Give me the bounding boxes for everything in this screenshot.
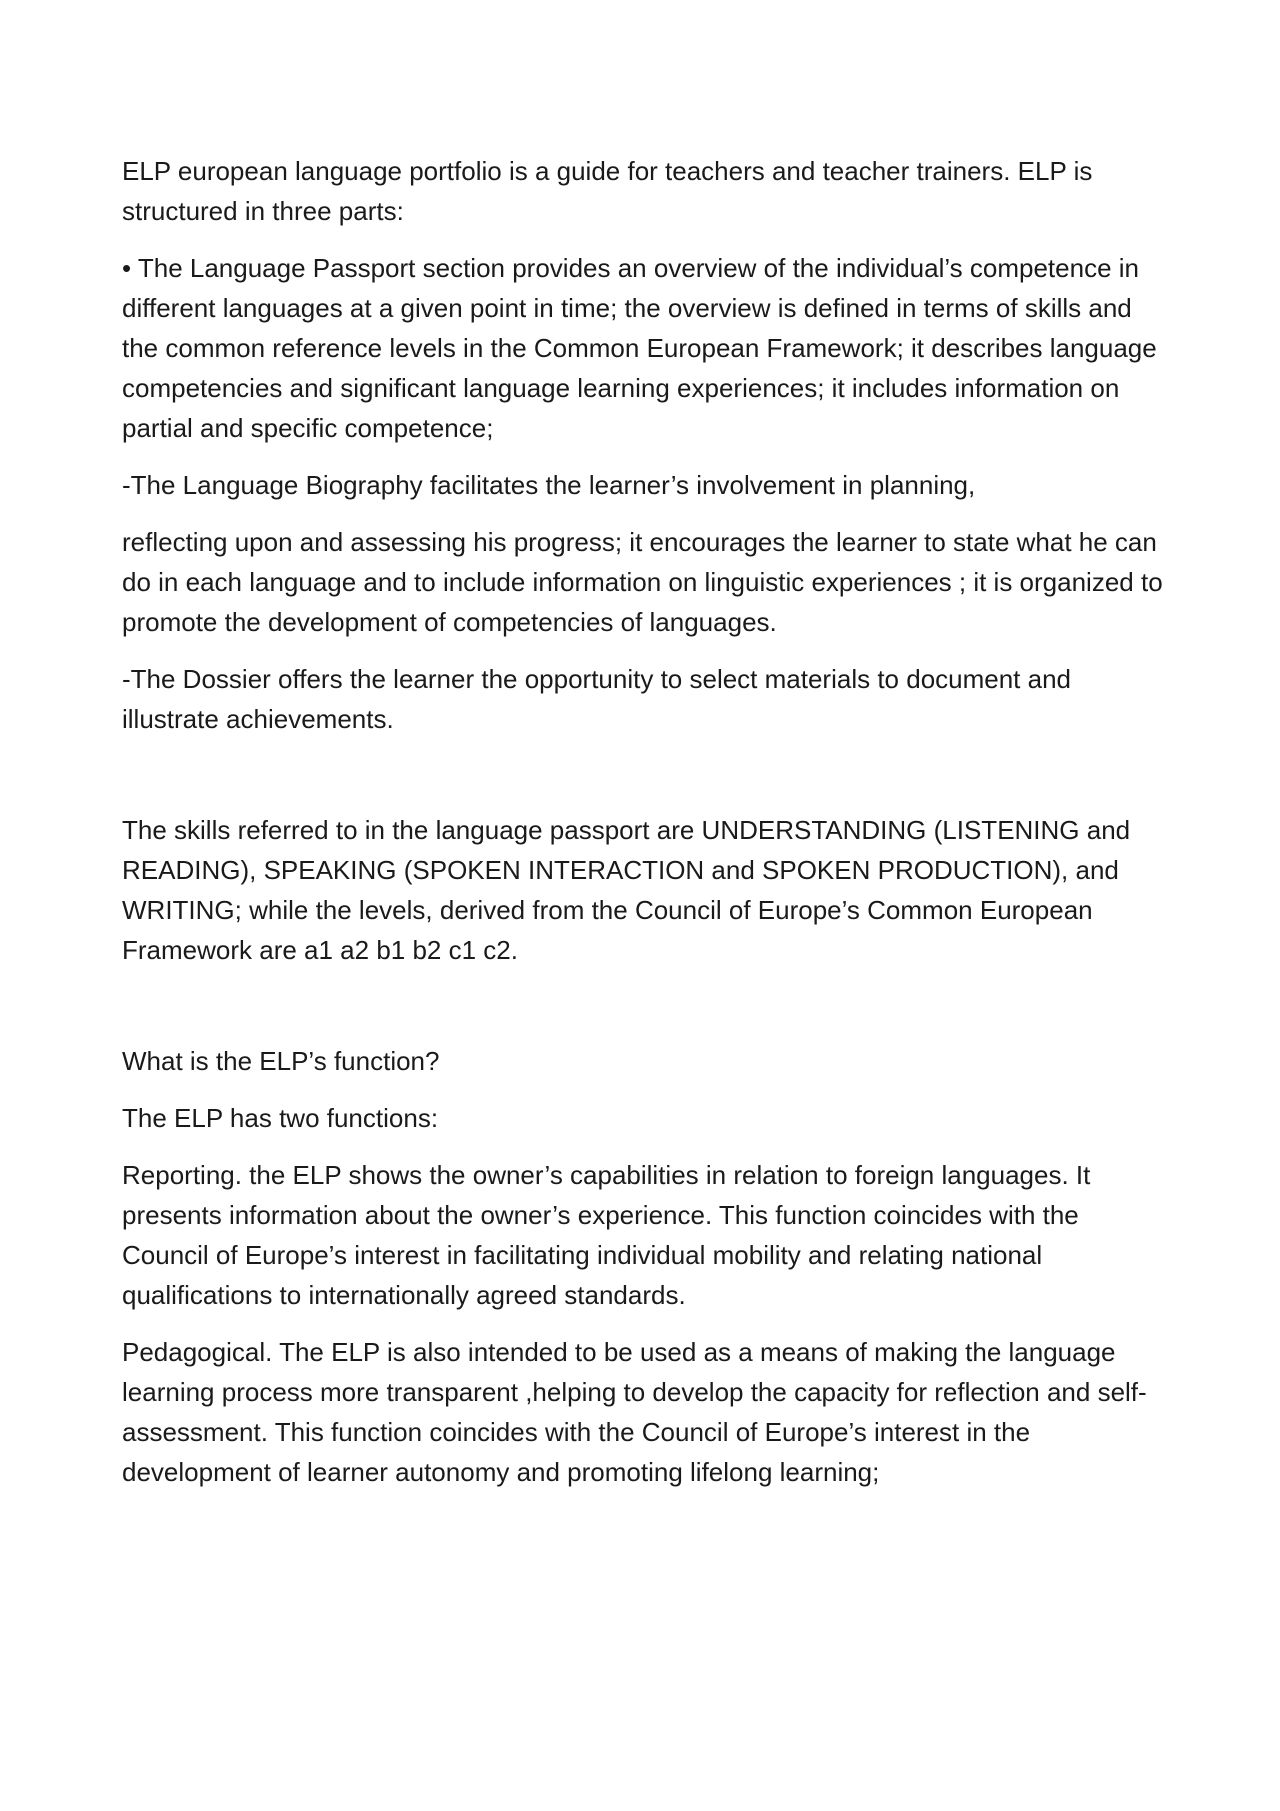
function-question: What is the ELP’s function? bbox=[122, 1046, 440, 1076]
language-passport-paragraph: • The Language Passport section provides an overview of the individual’s competence in different languages at a given point in time; the overview is defined in terms of skills and the common reference levels in the Common European Framework; it describes language competencies and significant language learning experiences; it includes information on partial and specific competence; bbox=[122, 253, 1157, 443]
language-biography-heading-line: -The Language Biography facilitates the learner’s involvement in planning, bbox=[122, 470, 976, 500]
paragraph-spacer bbox=[122, 987, 1172, 1041]
paragraph-spacer bbox=[122, 756, 1172, 810]
pedagogical-paragraph: Pedagogical. The ELP is also intended to be used as a means of making the language learning process more transparent ,helping to develop the capacity for reflection and self-assessment. This function coincides with the Council of Europe’s interest in the development of learner autonomy and promoting lifelong learning; bbox=[122, 1337, 1147, 1487]
functions-intro: The ELP has two functions: bbox=[122, 1103, 439, 1133]
intro-paragraph: ELP european language portfolio is a guide for teachers and teacher trainers. ELP is structured in three parts: bbox=[122, 156, 1093, 226]
language-biography-paragraph: reflecting upon and assessing his progress; it encourages the learner to state what he can do in each language and to include information on linguistic experiences ; it is organized to promote the development of competencies of languages. bbox=[122, 527, 1163, 637]
dossier-paragraph: -The Dossier offers the learner the opportunity to select materials to document and illustrate achievements. bbox=[122, 664, 1072, 734]
skills-paragraph: The skills referred to in the language passport are UNDERSTANDING (LISTENING and READING), SPEAKING (SPOKEN INTERACTION and SPOKEN PRODUCTION), and WRITING; while the levels, derived from the Council of Europe’s Common European Framework are a1 a2 b1 b2 c1 c2. bbox=[122, 815, 1131, 965]
reporting-paragraph: Reporting. the ELP shows the owner’s capabilities in relation to foreign languages. It presents information about the owner’s experience. This function coincides with the Council of Europe’s interest in facilitating individual mobility and relating national qualifications to internationally agreed standards. bbox=[122, 1160, 1091, 1310]
document-body bbox=[122, 151, 1172, 1509]
